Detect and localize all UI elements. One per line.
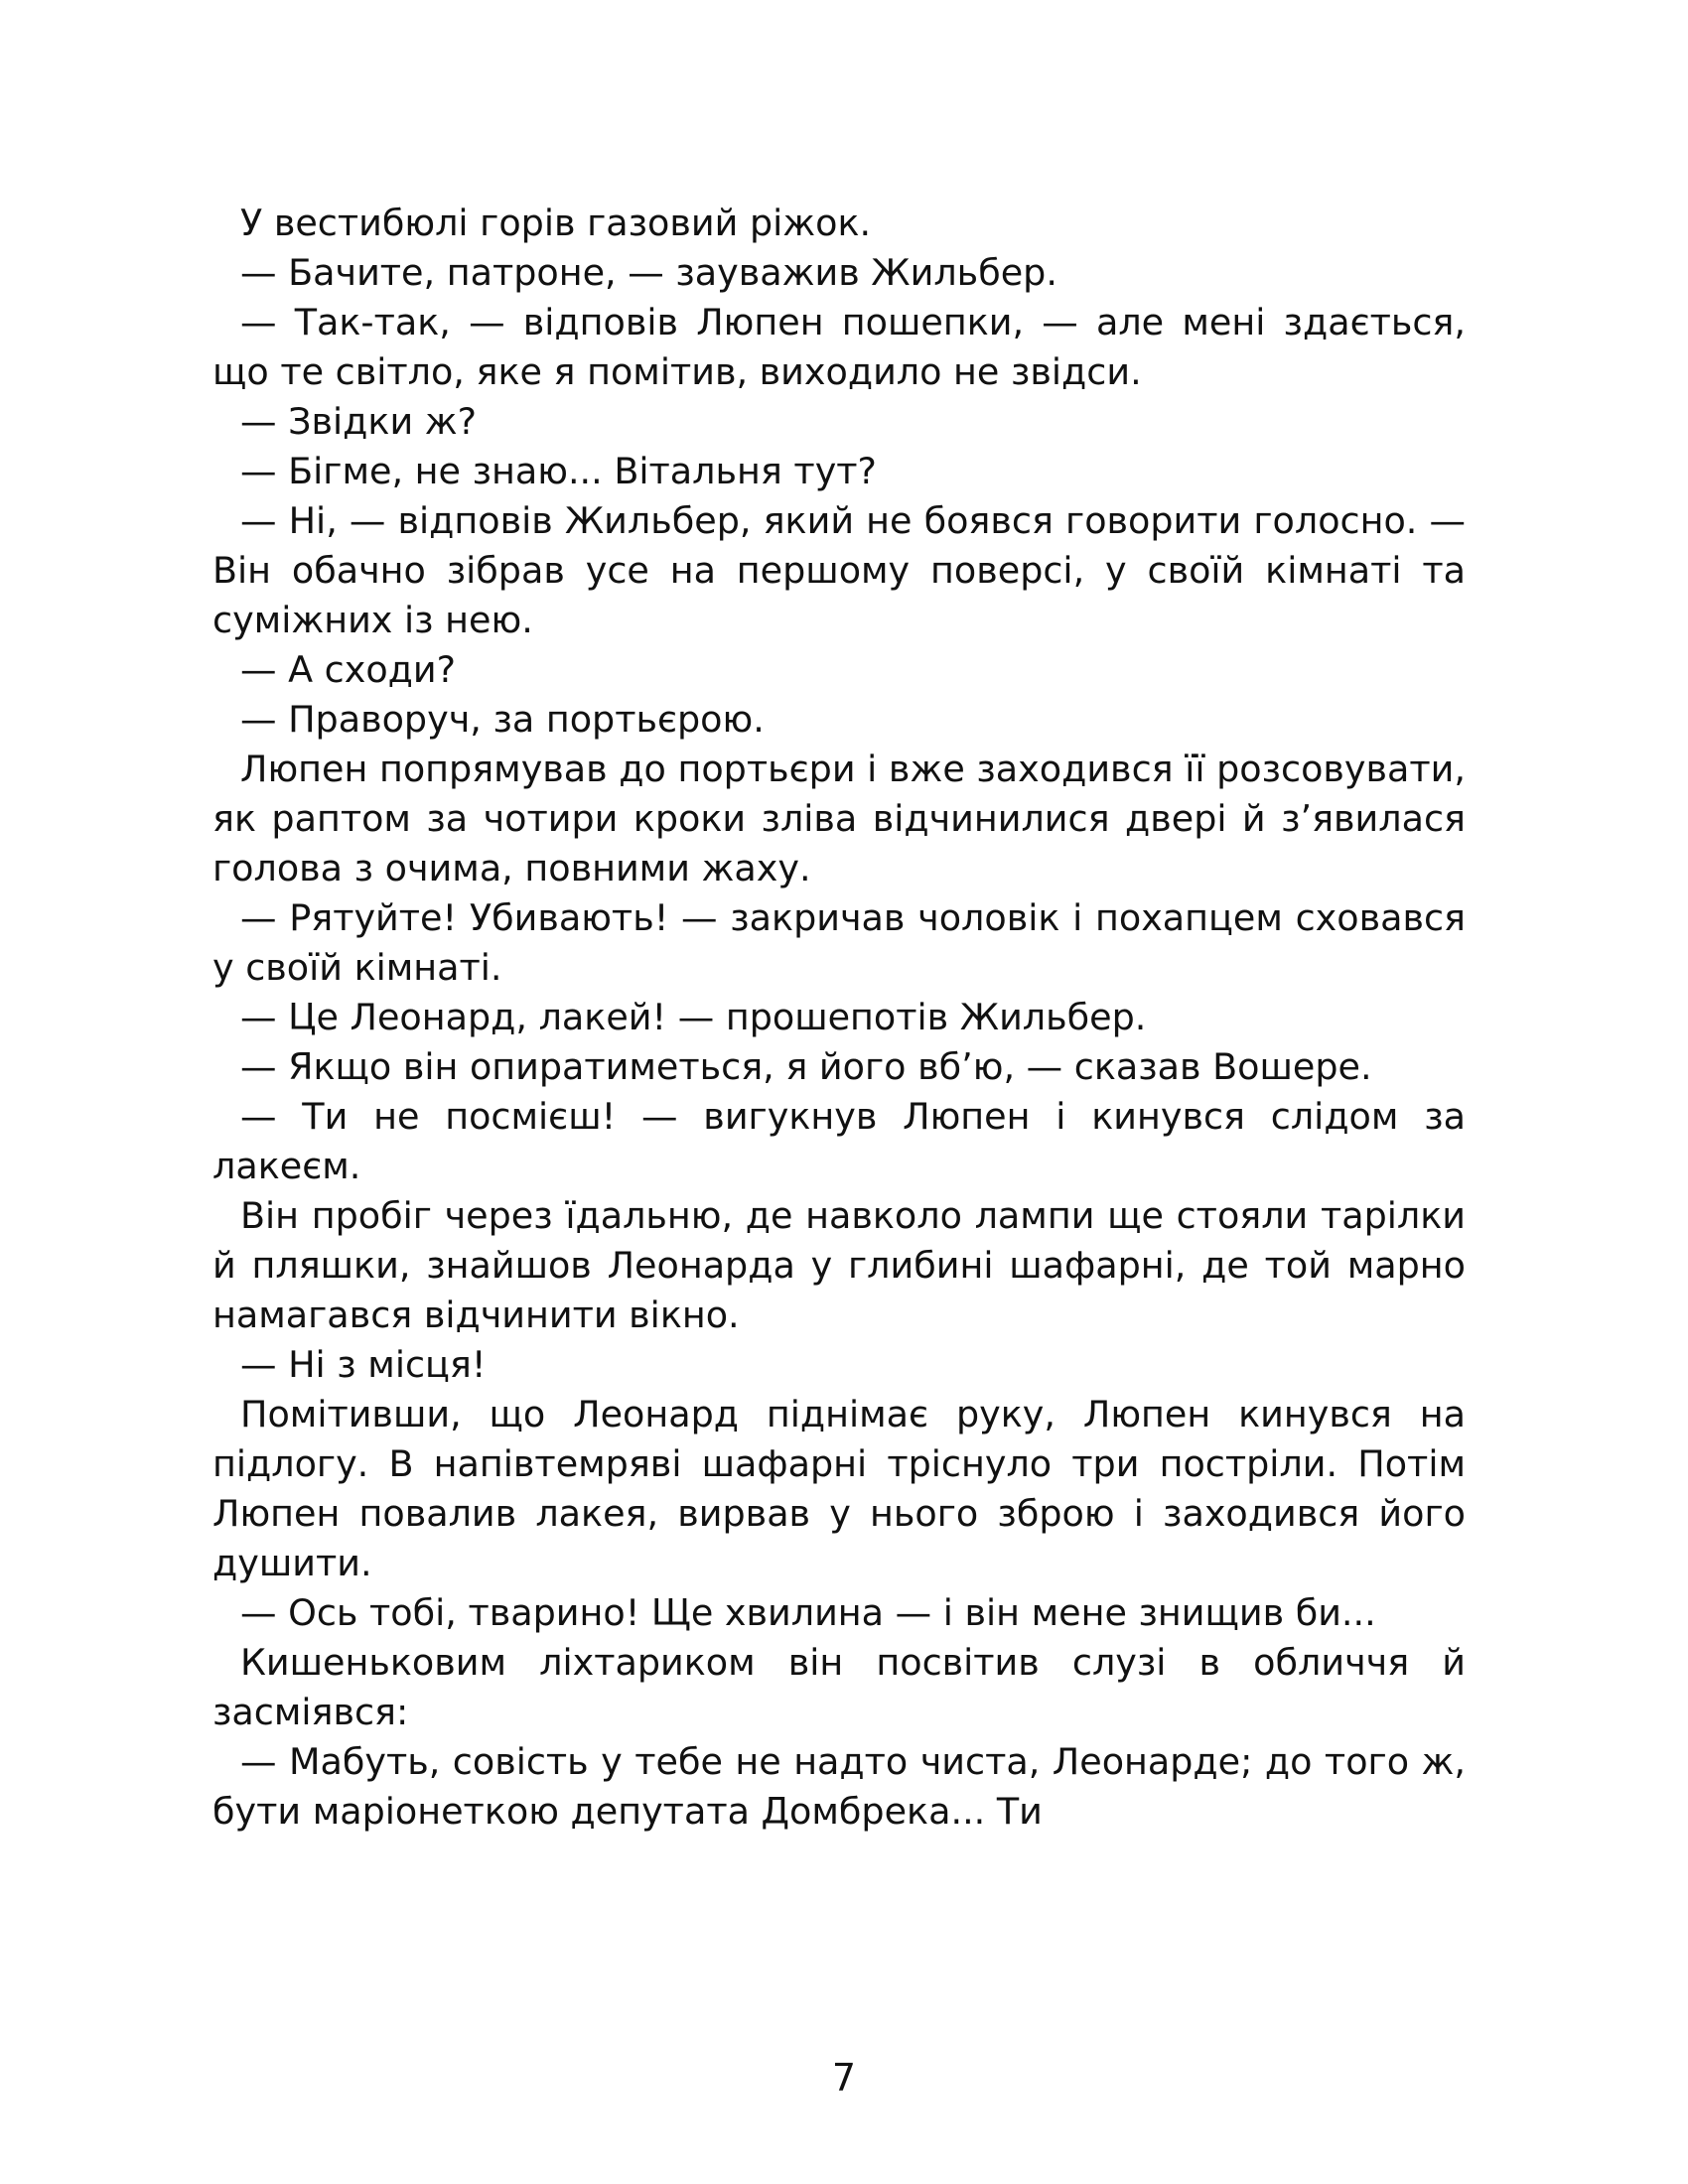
page-number: 7 xyxy=(831,2056,857,2100)
paragraph-3: — Так-так, — відповів Люпен пошепки, — але мені здається, що те світло, яке я помітив, виходило не звідси. xyxy=(212,301,1466,393)
paragraph-16: Помітивши, що Леонард піднімає руку, Люпен кинувся на підлогу. В напівтемряві шафарні тріснуло три постріли. Потім Люпен повалив лакея, вирвав у нього зброю і заходився його душити. xyxy=(212,1393,1466,1584)
paragraph-19: — Мабуть, совість у тебе не надто чиста, Леонарде; до того ж, бути маріонеткою депутата Домбрека... Ти xyxy=(212,1740,1466,1833)
paragraph-15: — Ні з місця! xyxy=(240,1343,487,1386)
paragraph-2: — Бачите, патроне, — зауважив Жильбер. xyxy=(240,251,1057,294)
paragraph-12: — Якщо він опиратиметься, я його вб’ю, — сказав Вошере. xyxy=(240,1045,1372,1088)
paragraph-13: — Ти не посмієш! — вигукнув Люпен і кинувся слідом за лакеєм. xyxy=(212,1095,1466,1187)
paragraph-8: — Праворуч, за портьєрою. xyxy=(240,698,765,741)
paragraph-18: Кишеньковим ліхтариком він посвітив слузі в обличчя й засміявся: xyxy=(212,1641,1466,1733)
paragraph-5: — Бігме, не знаю... Вітальня тут? xyxy=(240,450,877,492)
paragraph-9: Люпен попрямував до портьєри і вже заходився її розсовувати, як раптом за чотири кроки зліва відчинилися двері й з’явилася голова з очима, повними жаху. xyxy=(212,748,1466,889)
paragraph-17: — Ось тобі, тварино! Ще хвилина — і він мене знищив би... xyxy=(240,1591,1376,1634)
paragraph-7: — А сходи? xyxy=(240,648,457,691)
paragraph-10: — Рятуйте! Убивають! — закричав чоловік і похапцем сховався у своїй кімнаті. xyxy=(212,896,1466,989)
body-text xyxy=(212,199,1466,1837)
paragraph-6: — Ні, — відповів Жильбер, який не боявся говорити голосно. — Він обачно зібрав усе на першому поверсі, у своїй кімнаті та суміжних із нею. xyxy=(212,499,1466,641)
paragraph-4: — Звідки ж? xyxy=(240,400,478,443)
paragraph-11: — Це Леонард, лакей! — прошепотів Жильбер. xyxy=(240,996,1147,1038)
paragraph-1: У вестибюлі горів газовий ріжок. xyxy=(240,202,872,244)
paragraph-14: Він пробіг через їдальню, де навколо лампи ще стояли тарілки й пляшки, знайшов Леонарда у глибині шафарні, де той марно намагався відчинити вікно. xyxy=(212,1194,1466,1336)
